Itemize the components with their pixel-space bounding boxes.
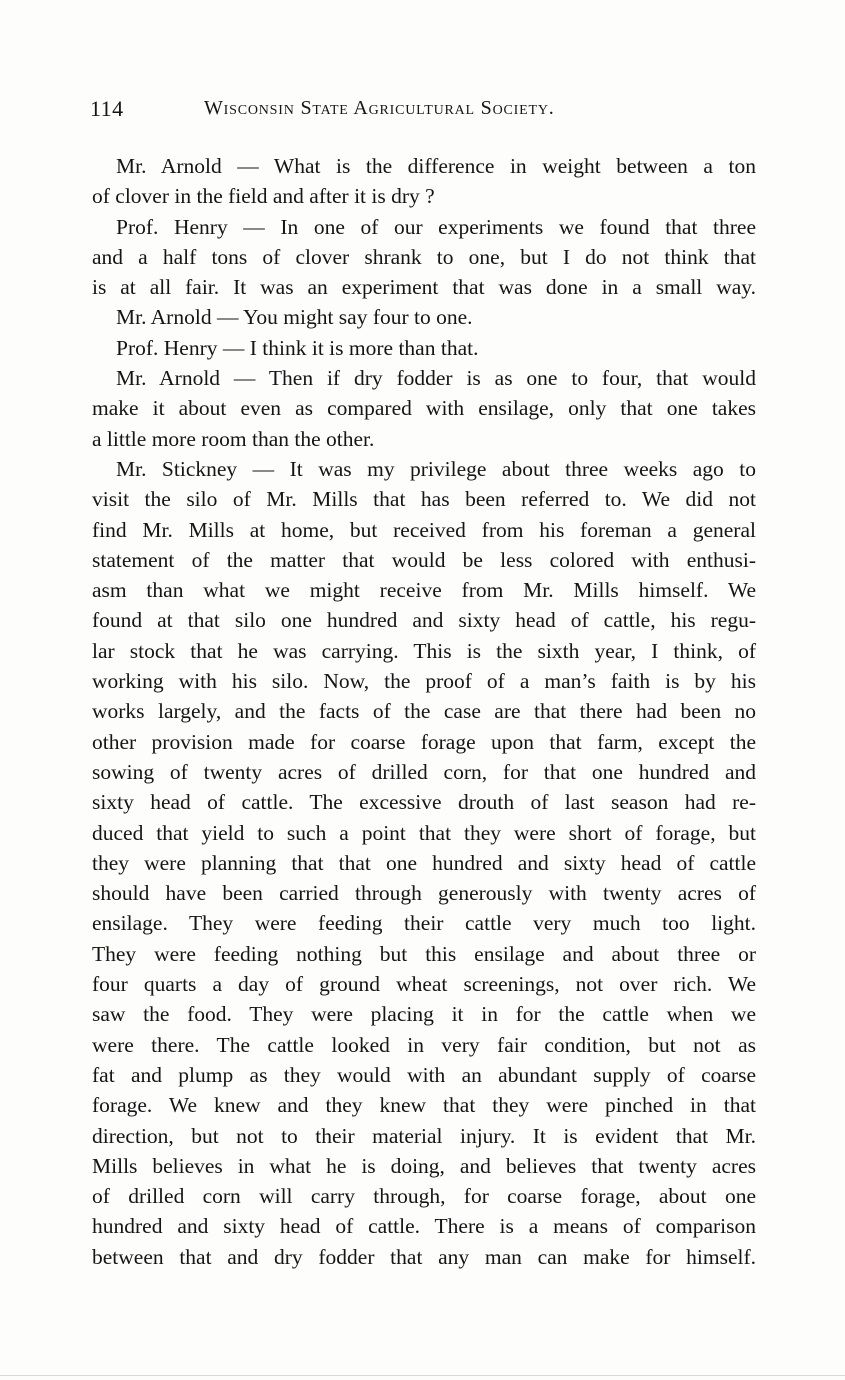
page-bottom-edge	[0, 1375, 845, 1376]
text-line: direction, but not to their material injury. It is evident that Mr.	[92, 1123, 756, 1148]
text-line: sowing of twenty acres of drilled corn, for that one hundred and	[92, 759, 756, 784]
text-line: duced that yield to such a point that they were short of forage, but	[92, 820, 756, 845]
text-line: sixty head of cattle. The excessive drouth of last season had re-	[92, 790, 756, 815]
text-line: Mr. Arnold — You might say four to one.	[116, 305, 473, 330]
text-line: found at that silo one hundred and sixty head of cattle, his regu-	[92, 608, 756, 633]
text-line: working with his silo. Now, the proof of a man’s faith is by his	[92, 669, 756, 694]
page-number: 114	[90, 96, 124, 121]
text-line: forage. We knew and they knew that they were pinched in that	[92, 1093, 756, 1118]
text-line: fat and plump as they would with an abundant supply of coarse	[92, 1062, 756, 1087]
text-line: Mills believes in what he is doing, and believes that twenty acres	[92, 1153, 756, 1178]
text-line: and a half tons of clover shrank to one, but I do not think that	[92, 244, 756, 269]
text-line: were there. The cattle looked in very fair condition, but not as	[92, 1032, 756, 1057]
text-line: saw the food. They were placing it in for the cattle when we	[92, 1002, 756, 1027]
text-line: Prof. Henry — I think it is more than that.	[116, 335, 479, 360]
page-header	[90, 96, 755, 130]
text-line: Prof. Henry — In one of our experiments we found that three	[116, 214, 756, 239]
text-line: between that and dry fodder that any man can make for himself.	[92, 1244, 756, 1269]
text-line: Mr. Stickney — It was my privilege about three weeks ago to	[116, 456, 756, 481]
body-text	[92, 151, 756, 1272]
text-line: a little more room than the other.	[92, 426, 375, 451]
text-line: lar stock that he was carrying. This is the sixth year, I think, of	[92, 638, 756, 663]
text-line: They were feeding nothing but this ensilage and about three or	[92, 941, 756, 966]
text-line: make it about even as compared with ensilage, only that one takes	[92, 396, 756, 421]
text-line: should have been carried through generously with twenty acres of	[92, 881, 756, 906]
running-title: Wisconsin State Agricultural Society.	[204, 97, 555, 119]
text-line: of clover in the field and after it is dry ?	[92, 184, 435, 209]
text-line: is at all fair. It was an experiment that was done in a small way.	[92, 275, 756, 300]
text-line: works largely, and the facts of the case are that there had been no	[92, 699, 756, 724]
text-line: asm than what we might receive from Mr. Mills himself. We	[92, 578, 756, 603]
text-line: find Mr. Mills at home, but received from his foreman a general	[92, 517, 756, 542]
text-line: ensilage. They were feeding their cattle very much too light.	[92, 911, 756, 936]
text-line: they were planning that that one hundred and sixty head of cattle	[92, 850, 756, 875]
text-line: Mr. Arnold — What is the difference in weight between a ton	[116, 154, 756, 178]
text-line: other provision made for coarse forage upon that farm, except the	[92, 729, 756, 754]
text-line: of drilled corn will carry through, for coarse forage, about one	[92, 1184, 756, 1209]
text-line: hundred and sixty head of cattle. There is a means of comparison	[92, 1214, 756, 1239]
text-line: visit the silo of Mr. Mills that has been referred to. We did not	[92, 487, 756, 512]
text-line: four quarts a day of ground wheat screenings, not over rich. We	[92, 972, 756, 997]
text-line: Mr. Arnold — Then if dry fodder is as one to four, that would	[116, 366, 756, 391]
text-line: statement of the matter that would be less colored with enthusi-	[92, 547, 756, 572]
